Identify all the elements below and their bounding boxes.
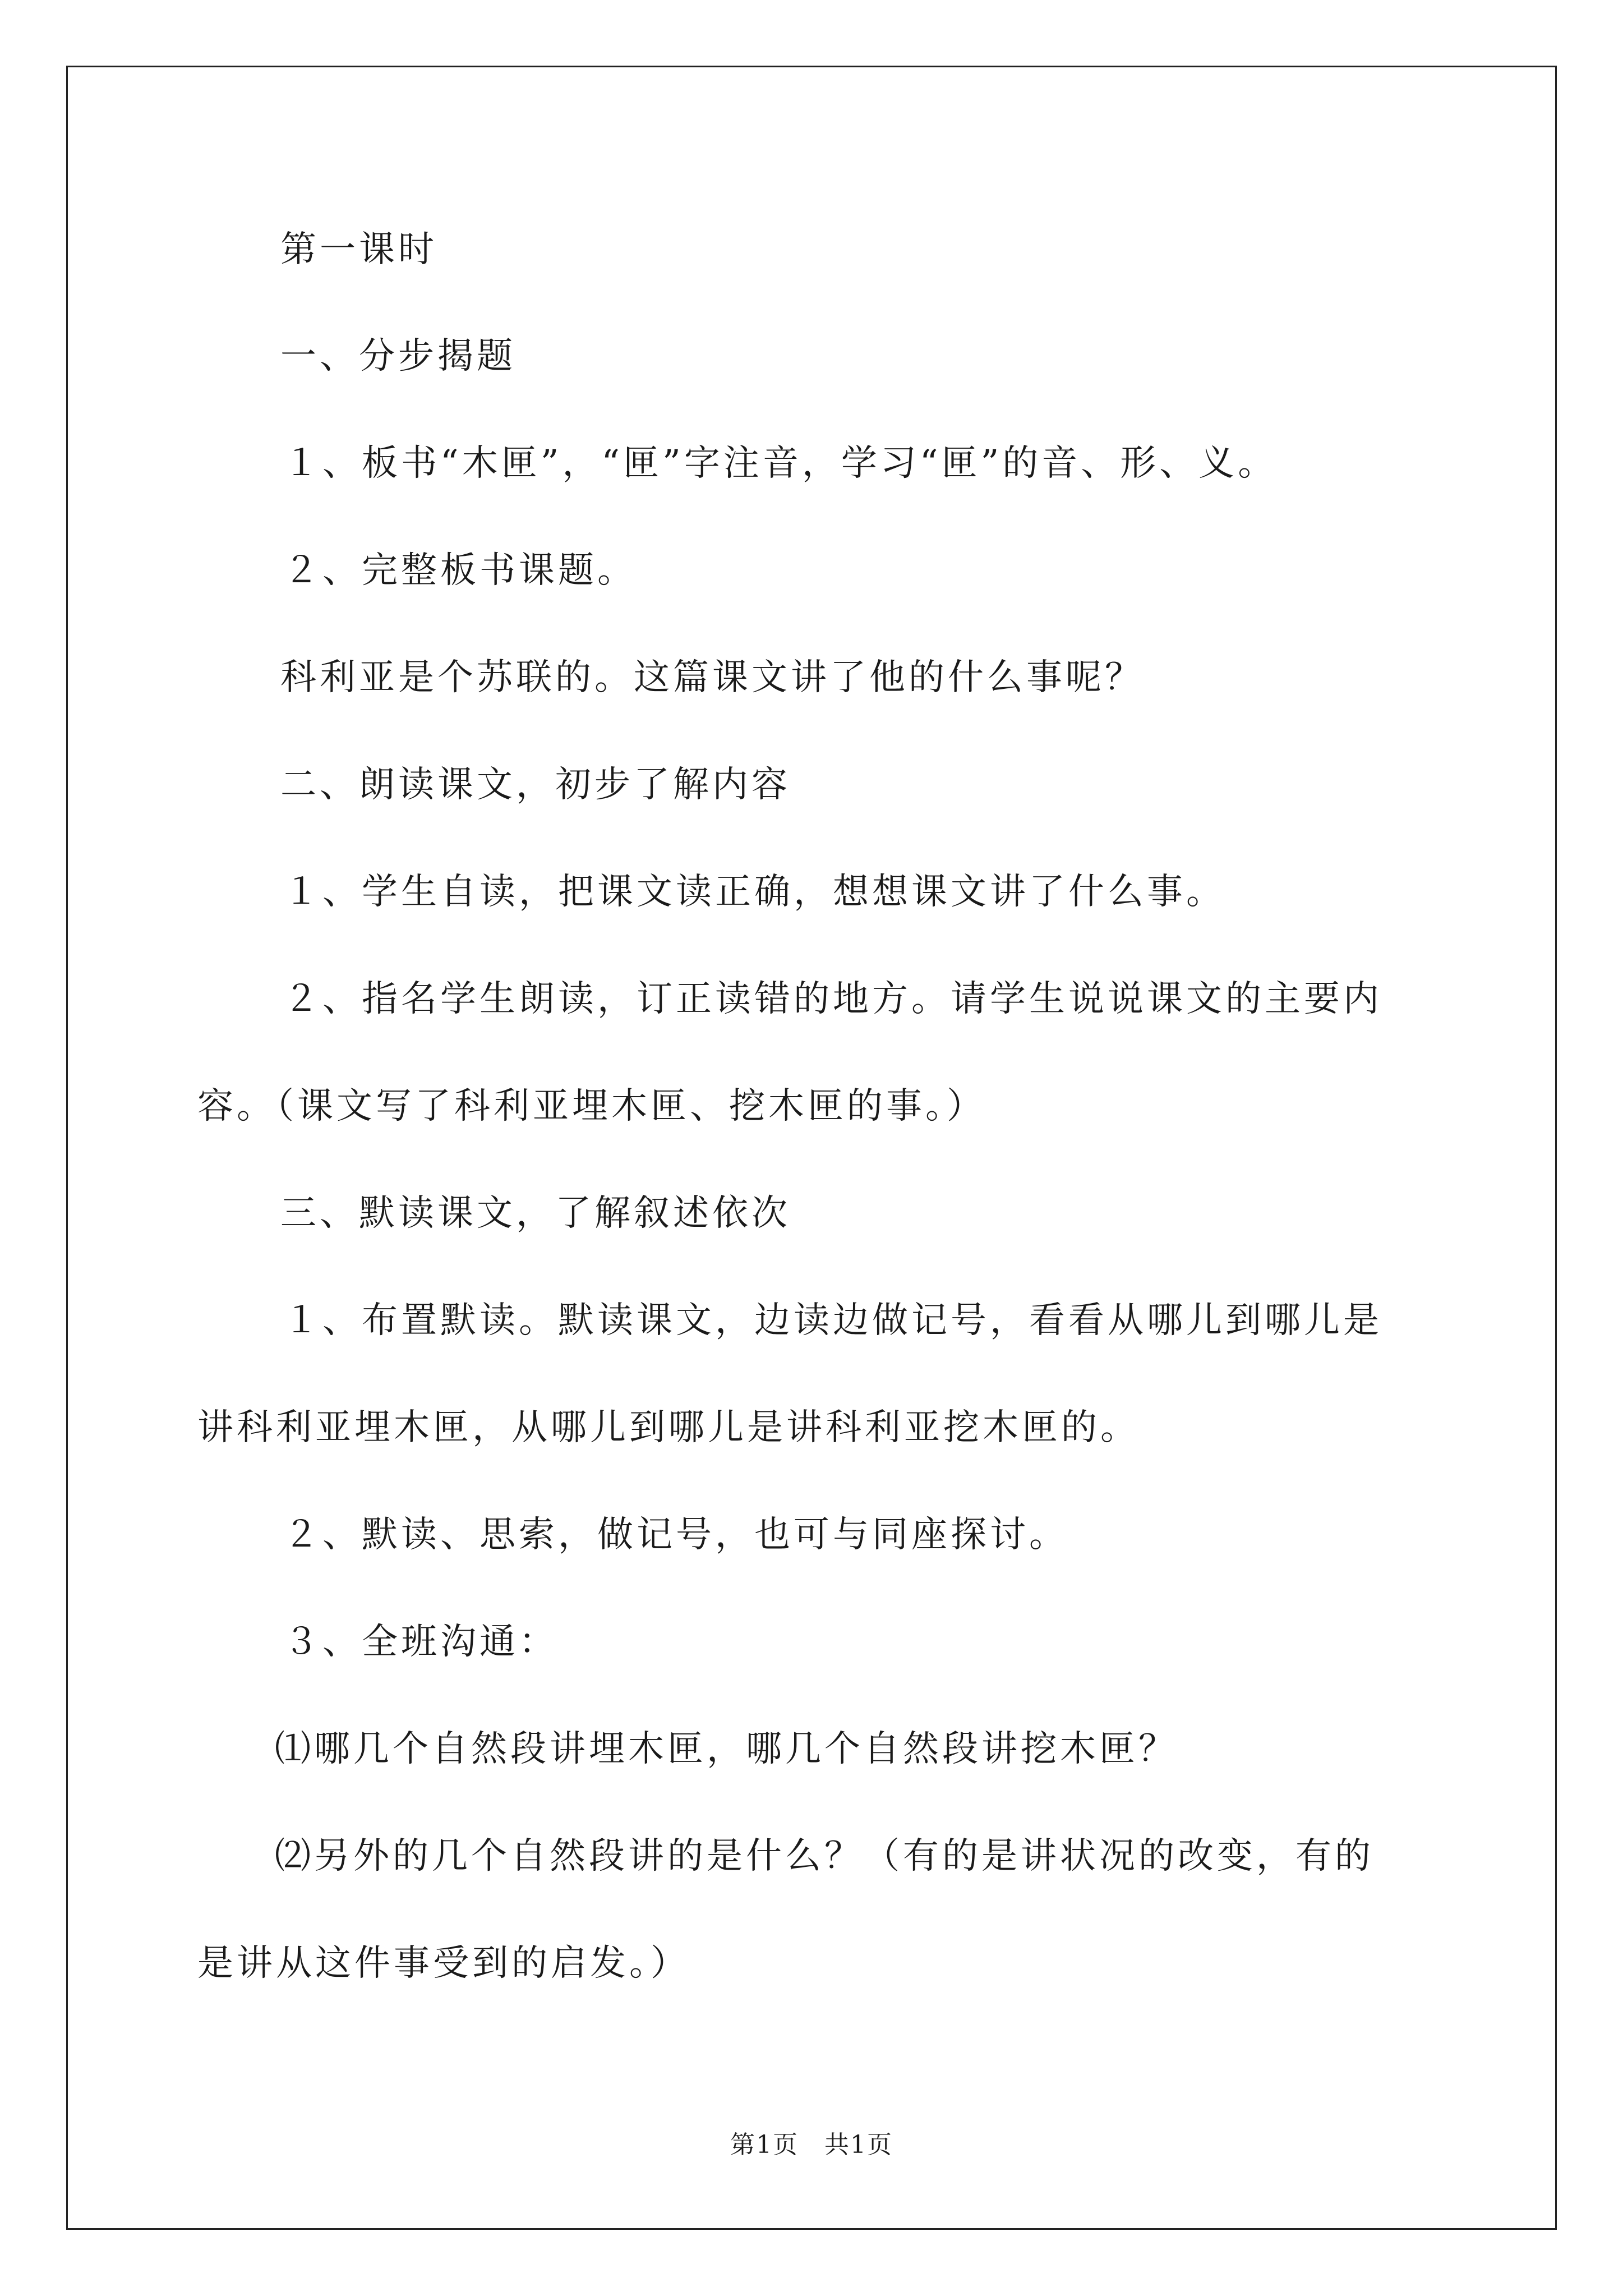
paragraph-2-1: １、学生自读，把课文读正确，想想课文讲了什么事。 bbox=[283, 871, 1225, 913]
paragraph-2-2-continued: 容。（课文写了科利亚埋木匣、挖木匣的事。） bbox=[197, 1085, 986, 1127]
section-heading-step-2: 二、朗读课文，初步了解内容 bbox=[280, 764, 791, 806]
paragraph-3-3-item-2-continued: 是讲从这件事受到的启发。） bbox=[197, 1943, 690, 1984]
paragraph-1-2: ２、完整板书课题。 bbox=[283, 550, 637, 591]
paragraph-3-1-continued: 讲科利亚埋木匣，从哪儿到哪儿是讲科利亚挖木匣的。 bbox=[197, 1407, 1140, 1448]
section-heading-first-lesson: 第一课时 bbox=[280, 229, 437, 270]
paragraph-2-2: ２、指名学生朗读，订正读错的地方。请学生说说课文的主要内 bbox=[283, 978, 1382, 1020]
paragraph-3-3-item-2: ⑵另外的几个自然段讲的是什么？（有的是讲状况的改变，有的 bbox=[275, 1835, 1374, 1877]
page-number-footer: 第1页 共1页 bbox=[730, 2131, 893, 2159]
section-heading-step-1: 一、分步揭题 bbox=[280, 335, 516, 377]
paragraph-3-3: ３、全班沟通： bbox=[283, 1621, 558, 1663]
paragraph-3-1: １、布置默读。默读课文，边读边做记号，看看从哪儿到哪儿是 bbox=[283, 1300, 1382, 1341]
page-border bbox=[66, 66, 1557, 2230]
paragraph-3-3-item-1: ⑴哪几个自然段讲埋木匣，哪几个自然段讲挖木匣？ bbox=[275, 1728, 1178, 1770]
paragraph-1-1: １、板书“木匣”，“匣”字注音，学习“匣”的音、形、义。 bbox=[283, 443, 1278, 484]
section-heading-step-3: 三、默读课文，了解叙述依次 bbox=[280, 1193, 791, 1234]
paragraph-3-2: ２、默读、思索，做记号，也可与同座探讨。 bbox=[283, 1514, 1068, 1556]
paragraph-intro-question: 科利亚是个苏联的。这篇课文讲了他的什么事呢？ bbox=[280, 657, 1144, 698]
